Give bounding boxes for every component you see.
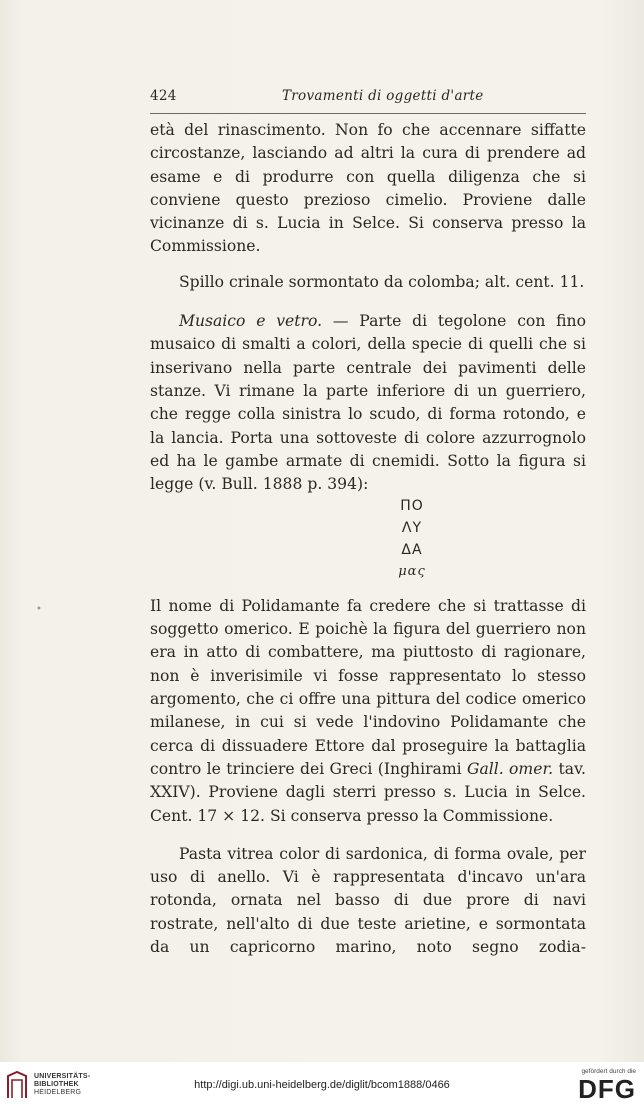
funding-note: gefördert durch die — [581, 1068, 636, 1075]
inscription-line: ΛΥ — [401, 520, 423, 537]
page-number: 424 — [150, 88, 177, 104]
paragraph-continuation: età del rinascimento. Non fo che accennare siffatte circostanze, lasciando ad altri la cura di prendere ad esame e di produrre con quella diligenza che si conviene questo prezioso cimelio. Proviene dalle vicinanze di s. Lucia in Selce. Si conserva presso la Commissione. — [150, 121, 586, 256]
running-title: Trovamenti di oggetti d'arte — [282, 88, 484, 104]
greek-inscription — [150, 496, 586, 582]
institution-name: UNIVERSITÄTS- BIBLIOTHEK HEIDELBERG — [34, 1073, 91, 1096]
header-rule — [150, 113, 586, 114]
source-url-link[interactable]: http://digi.ub.uni-heidelberg.de/diglit/bcom1888/0466 — [194, 1079, 450, 1091]
margin-mark: • — [36, 604, 42, 615]
body-text — [150, 119, 586, 959]
paragraph-mosaic — [150, 310, 586, 496]
paragraph-pasta-vitrea: Pasta vitrea color di sardonica, di forma ovale, per uso di anello. Vi è rappresentata d'incavo un'ara rotonda, ornata nel basso di due prore di navi rostrate, nell'alto di due teste arietine, e sormontata da un capricorno marino, noto segno zodia- — [150, 844, 586, 956]
paragraph-polidamante: Il nome di Polidamante fa credere che si trattasse di soggetto omerico. E poichè la figura del guerriero non era in atto di combattere, ma piuttosto di ragionare, non è inverisimile vi fosse rappresentato lo stesso argomento, che ci offre una pittura del codice omerico milanese, in cui si vede l'indovino Polidamante che cerca di dissuadere Ettore dal proseguire la battaglia contro le trinciere dei Greci (Inghirami Gall. omer. tav. XXIV). Proviene dagli sterri presso s. Lucia in Selce. Cent. 17 × 12. Si conserva presso la Commissione. — [150, 596, 586, 825]
footer-bar — [0, 1062, 644, 1108]
paragraph-pin: Spillo crinale sormontato da colomba; alt. cent. 11. — [179, 272, 585, 291]
inscription-line: ΠΟ — [400, 498, 424, 515]
dfg-logo: DFG — [578, 1074, 636, 1104]
citation: Gall. omer. — [466, 759, 554, 778]
section-heading: Musaico e vetro. — [179, 312, 323, 331]
inscription-line: μας — [398, 564, 426, 580]
paragraph-mosaic-text: — Parte di tegolone con fino musaico di smalti a colori, della specie di quelli che si inserivano nella parte centrale dei pavimenti delle stanze. Vi rimane la parte inferiore di un guerriero, che regge colla sinistra lo scudo, di forma rotondo, e la lancia. Porta una sottoveste di colore azzurrognolo ed ha le gambe armate di cnemidi. Sotto la figura si legge (v. Bull. 1888 p. 394): — [150, 312, 586, 494]
inscription-line: ΔΑ — [401, 541, 423, 558]
